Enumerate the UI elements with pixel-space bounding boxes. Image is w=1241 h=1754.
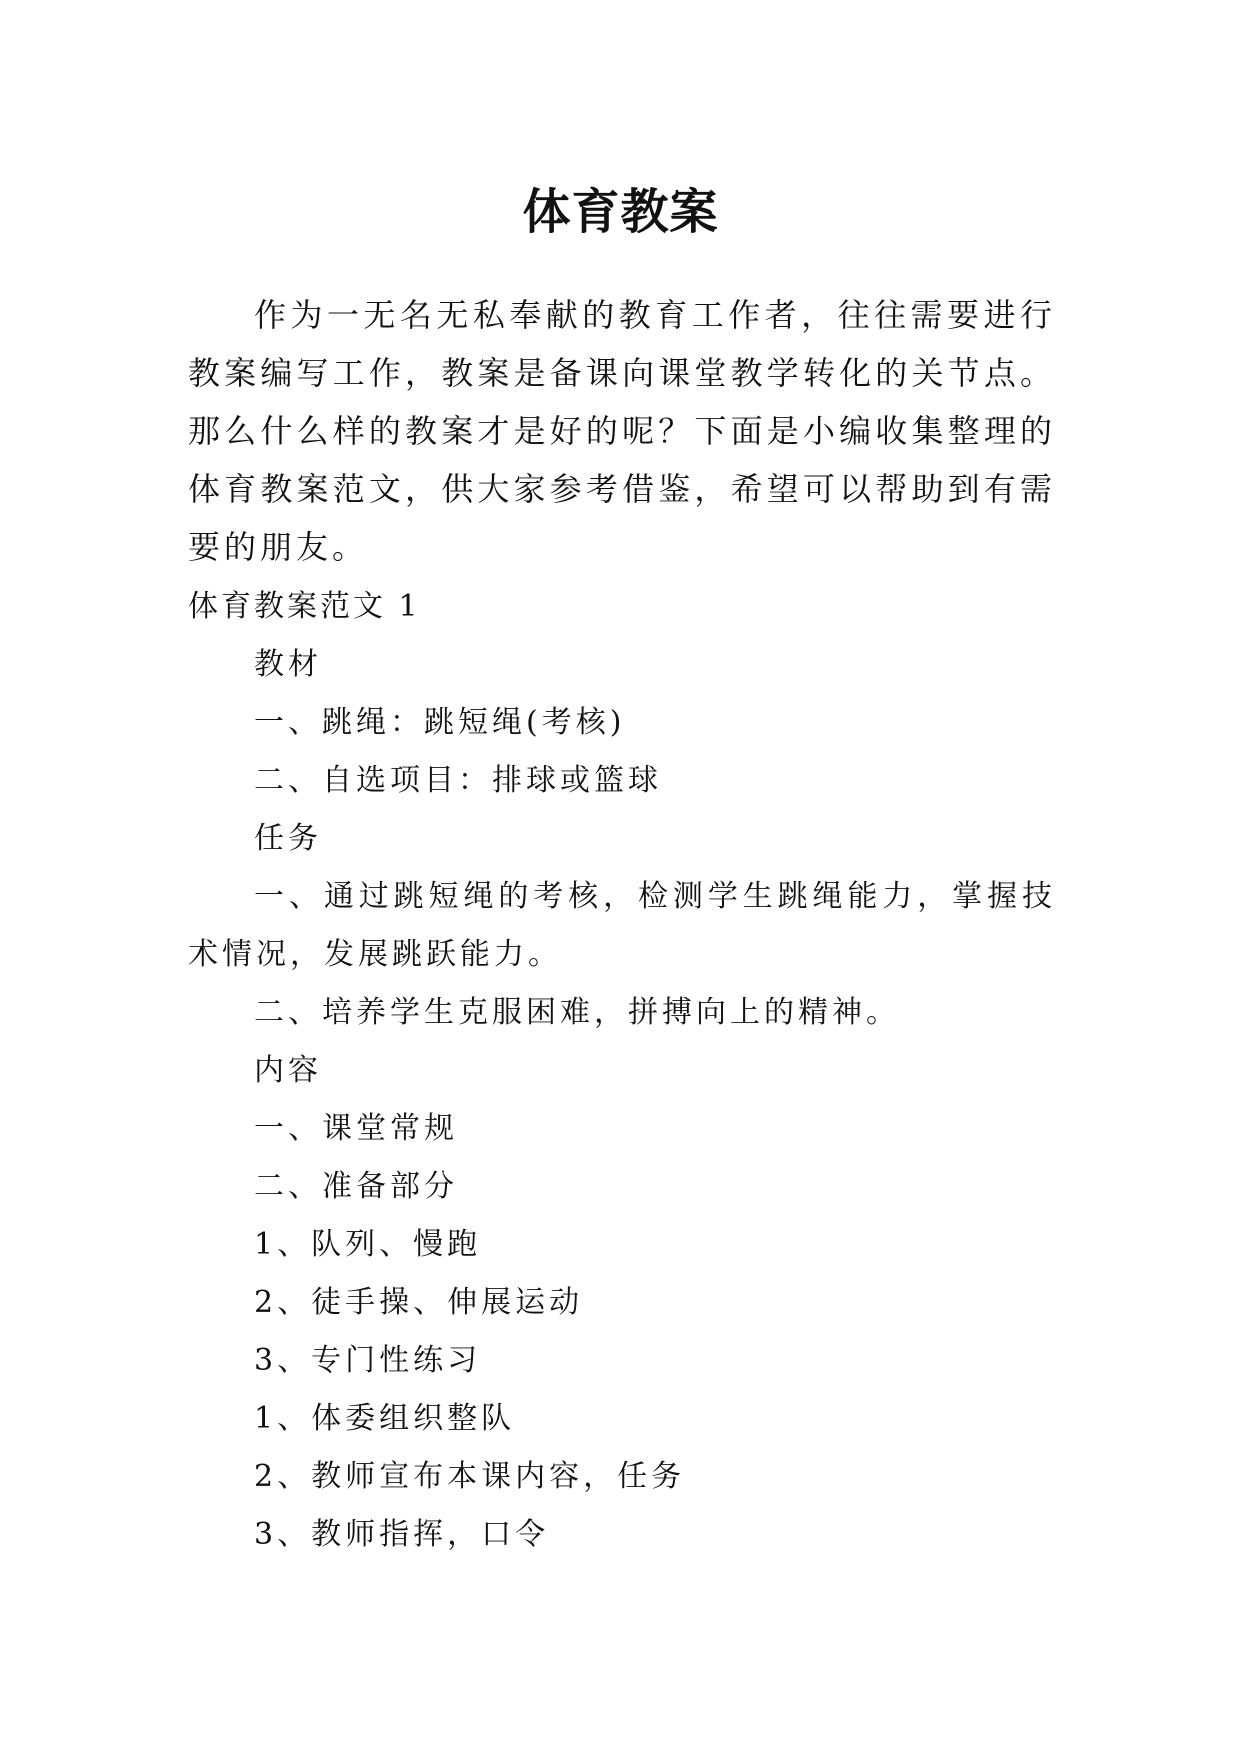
content-line: 一、跳绳：跳短绳(考核) [254,705,626,740]
content-line: 教材 [254,647,322,682]
content-line: 2、教师宣布本课内容，任务 [254,1459,686,1494]
content-line: 二、自选项目：排球或篮球 [254,763,662,798]
content-line: 二、准备部分 [254,1169,458,1204]
content-line: 2、徒手操、伸展运动 [254,1285,584,1320]
content-line: 内容 [254,1053,322,1088]
section-heading: 体育教案范文 1 [188,589,421,624]
content-line: 3、专门性练习 [254,1343,482,1378]
content-line: 二、培养学生克服困难，拼搏向上的精神。 [254,995,900,1030]
content-lines [188,636,1056,1564]
content-line: 一、课堂常规 [254,1111,458,1146]
document-title: 体育教案 [522,184,719,241]
content-line: 3、教师指挥，口令 [254,1517,550,1552]
intro-paragraph: 作为一无名无私奉献的教育工作者，往往需要进行教案编写工作，教案是备课向课堂教学转化的关节点。那么什么样的教案才是好的呢？下面是小编收集整理的体育教案范文，供大家参考借鉴，希望可以帮助到有需要的朋友。 [188,296,1056,566]
content-line: 1、体委组织整队 [254,1401,516,1436]
content-line: 任务 [254,821,322,856]
content-line: 一、通过跳短绳的考核，检测学生跳绳能力，掌握技术情况，发展跳跃能力。 [188,879,1056,972]
content-line: 1、队列、慢跑 [254,1227,482,1262]
